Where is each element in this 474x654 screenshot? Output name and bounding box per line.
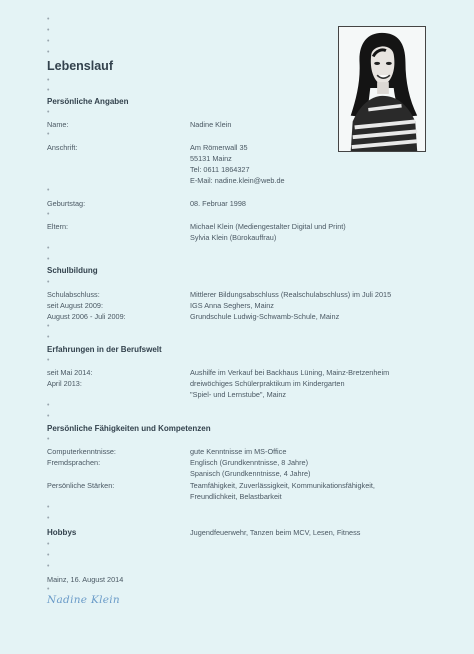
bullet-marker: •	[47, 16, 50, 23]
languages-value-1: Englisch (Grundkenntnisse, 8 Jahre)	[190, 458, 309, 467]
computer-label: Computerkenntnisse:	[47, 447, 116, 456]
languages-value-2: Spanisch (Grundkenntnisse, 4 Jahre)	[190, 469, 311, 478]
address-line2: 55131 Mainz	[190, 154, 232, 163]
section-heading-skills: Persönliche Fähigkeiten und Kompetenzen	[47, 424, 211, 433]
bullet-marker: •	[47, 211, 50, 218]
school-row-value: Mittlerer Bildungsabschluss (Realschulabschluss) im Juli 2015	[190, 290, 392, 299]
experience-value-2: dreiwöchiges Schülerpraktikum im Kindergarten	[190, 379, 345, 388]
school-row-label: August 2006 - Juli 2009:	[47, 312, 126, 321]
section-heading-school: Schulbildung	[47, 266, 98, 275]
section-heading-personal: Persönliche Angaben	[47, 97, 129, 106]
bullet-marker: •	[47, 552, 50, 559]
strengths-label: Persönliche Stärken:	[47, 481, 115, 490]
strengths-value-2: Freundlichkeit, Belastbarkeit	[190, 492, 282, 501]
place-date: Mainz, 16. August 2014	[47, 575, 124, 584]
bullet-marker: •	[47, 109, 50, 116]
address-label: Anschrift:	[47, 143, 78, 152]
bullet-marker: •	[47, 402, 50, 409]
bullet-marker: •	[47, 131, 50, 138]
school-row-value: IGS Anna Seghers, Mainz	[190, 301, 274, 310]
bullet-marker: •	[47, 87, 50, 94]
portrait-photo-icon	[338, 26, 426, 152]
bullet-marker: •	[47, 245, 50, 252]
experience-value-2b: "Spiel- und Lernstube", Mainz	[190, 390, 287, 399]
section-heading-experience: Erfahrungen in der Berufswelt	[47, 345, 162, 354]
bullet-marker: •	[47, 334, 50, 341]
parents-mother: Sylvia Klein (Bürokauffrau)	[190, 233, 277, 242]
languages-label: Fremdsprachen:	[47, 458, 101, 467]
name-label: Name:	[47, 120, 69, 129]
bullet-marker: •	[47, 436, 50, 443]
birthday-value: 08. Februar 1998	[190, 199, 246, 208]
computer-value: gute Kenntnisse im MS-Office	[190, 447, 287, 456]
school-row-label: seit August 2009:	[47, 301, 103, 310]
bullet-marker: •	[47, 541, 50, 548]
bullet-marker: •	[47, 77, 50, 84]
bullet-marker: •	[47, 323, 50, 330]
email-value: E-Mail: nadine.klein@web.de	[190, 176, 285, 185]
section-heading-hobbies: Hobbys	[47, 528, 77, 537]
parents-label: Eltern:	[47, 222, 69, 231]
school-row-label: Schulabschluss:	[47, 290, 100, 299]
experience-label-1: seit Mai 2014:	[47, 368, 93, 377]
bullet-marker: •	[47, 413, 50, 420]
experience-value-1: Aushilfe im Verkauf bei Backhaus Lüning, Mainz-Bretzenheim	[190, 368, 390, 377]
hobbies-value: Jugendfeuerwehr, Tanzen beim MCV, Lesen, Fitness	[190, 528, 361, 537]
school-row-value: Grundschule Ludwig-Schwamb-Schule, Mainz	[190, 312, 340, 321]
experience-label-2: April 2013:	[47, 379, 82, 388]
bullet-marker: •	[47, 256, 50, 263]
bullet-marker: •	[47, 563, 50, 570]
bullet-marker: •	[47, 515, 50, 522]
bullet-marker: •	[47, 586, 50, 593]
signature: Nadine Klein	[47, 594, 120, 606]
bullet-marker: •	[47, 49, 50, 56]
birthday-label: Geburtstag:	[47, 199, 86, 208]
bullet-marker: •	[47, 357, 50, 364]
bullet-marker: •	[47, 187, 50, 194]
strengths-value-1: Teamfähigkeit, Zuverlässigkeit, Kommunikationsfähigkeit,	[190, 481, 375, 490]
phone-value: Tel: 0611 1864327	[190, 165, 250, 174]
parents-father: Michael Klein (Mediengestalter Digital und Print)	[190, 222, 346, 231]
name-value: Nadine Klein	[190, 120, 232, 129]
bullet-marker: •	[47, 279, 50, 286]
bullet-marker: •	[47, 504, 50, 511]
bullet-marker: •	[47, 38, 50, 45]
bullet-marker: •	[47, 27, 50, 34]
address-line1: Am Römerwall 35	[190, 143, 248, 152]
page-title: Lebenslauf	[47, 59, 113, 73]
